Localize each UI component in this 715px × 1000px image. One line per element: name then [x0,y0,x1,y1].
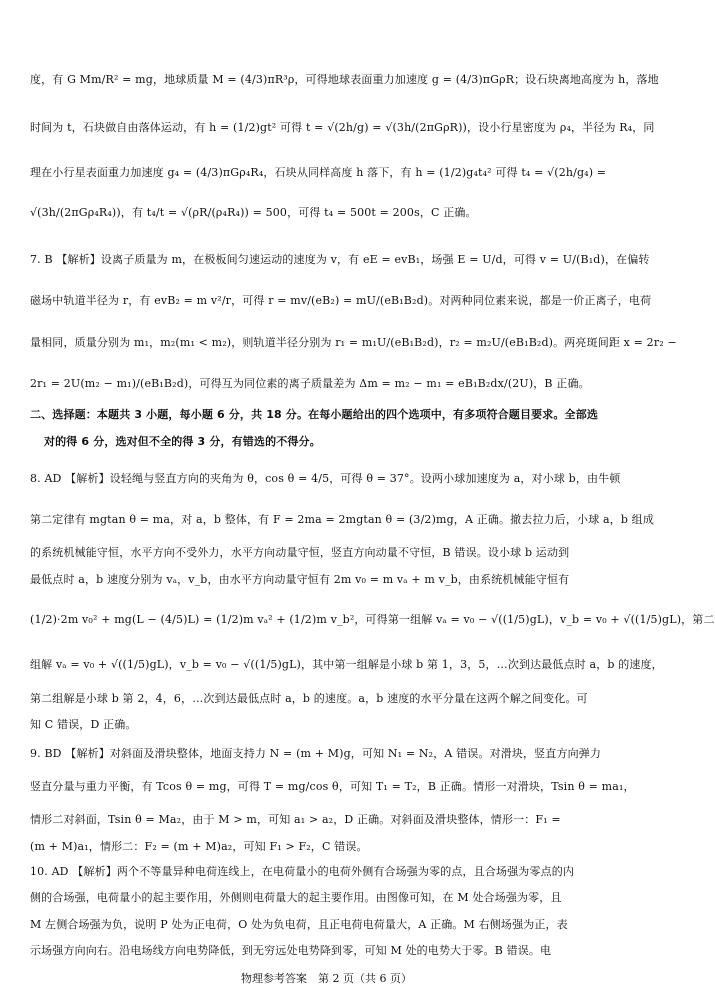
text-line: 8. AD 【解析】设轻绳与竖直方向的夹角为 θ，cos θ = 4/5，可得 θ = 37°。设两小球加速度为 a，对小球 b，由牛顿 [30,472,621,485]
section-heading: 二、选择题：本题共 3 小题，每小题 6 分，共 18 分。在每小题给出的四个选项中，有多项符合题目要求。全部选 [30,408,598,421]
section-heading: 对的得 6 分，选对但不全的得 3 分，有错选的不得分。 [44,435,321,448]
text-line: 10. AD 【解析】两个不等量异种电荷连线上，在电荷量小的电荷外侧有合场强为零的点，且合场强为零点的内 [30,865,575,878]
text-line: 2r₁ = 2U(m₂ − m₁)/(eB₁B₂d)，可得互为同位素的离子质量差为 Δm = m₂ − m₁ = eB₁B₂dx/(2U)，B 正确。 [30,377,590,390]
text-line: 7. B 【解析】设离子质量为 m，在极板间匀速运动的速度为 v，有 eE = evB₁，场强 E = U/d，可得 v = U/(B₁d)，在偏转 [30,253,650,266]
text-line: 度，有 G Mm/R² = mg，地球质量 M = (4/3)πR³ρ，可得地球表面重力加速度 g = (4/3)πGρR；设石块离地高度为 h，落地 [30,73,659,86]
text-line: M 左侧合场强为负，说明 P 处为正电荷，O 处为负电荷，且正电荷电荷量大，A 正确。M 右侧场强为正，表 [30,918,568,931]
text-line: 量相同，质量分别为 m₁，m₂(m₁ < m₂)，则轨道半径分别为 r₁ = m₁U/(eB₁B₂d)，r₂ = m₂U/(eB₁B₂d)。两亮斑间距 x = 2r₂ − [30,336,677,349]
text-line: 组解 vₐ = v₀ + √((1/5)gL)，v_b = v₀ − √((1/5)gL)，其中第一组解是小球 b 第 1，3，5，…次到达最低点时 a，b 的速度， [30,658,663,671]
page-footer: 物理参考答案 第 2 页（共 6 页） [241,972,412,985]
text-line: 理在小行星表面重力加速度 g₄ = (4/3)πGρ₄R₄，石块从同样高度 h 落下，有 h = (1/2)g₄t₄² 可得 t₄ = √(2h/g₄) = [30,166,607,179]
text-line: 的系统机械能守恒，水平方向不受外力，水平方向动量守恒，竖直方向动量不守恒，B 错误。设小球 b 运动到 [30,546,570,559]
text-line: (1/2)·2m v₀² + mg(L − (4/5)L) = (1/2)m vₐ² + (1/2)m v_b²，可得第一组解 vₐ = v₀ − √((1/5)gL)，v_b = v₀ + √((1/5)gL)，第二 [30,613,715,626]
text-line: 示场强方向向右。沿电场线方向电势降低，到无穷远处电势降到零，可知 M 处的电势大于零。B 错误。电 [30,944,552,957]
text-line: 9. BD 【解析】对斜面及滑块整体，地面支持力 N = (m + M)g，可知 N₁ = N₂，A 错误。对滑块，竖直方向弹力 [30,747,602,760]
text-line: (m + M)a₁，情形二：F₂ = (m + M)a₂，可知 F₁ > F₂，C 错误。 [30,840,368,853]
text-line: 磁场中轨道半径为 r，有 evB₂ = m v²/r，可得 r = mv/(eB₂) = mU/(eB₁B₂d)。对两种同位素来说，都是一价正离子，电荷 [30,294,652,307]
text-line: 最低点时 a，b 速度分别为 vₐ，v_b，由水平方向动量守恒有 2m v₀ = m vₐ + m v_b，由系统机械能守恒有 [30,573,570,586]
text-line: 知 C 错误，D 正确。 [30,718,137,731]
text-line: 第二定律有 mgtan θ = ma，对 a，b 整体，有 F = 2ma = 2mgtan θ = (3/2)mg，A 正确。撤去拉力后，小球 a，b 组成 [30,513,654,526]
text-line: √(3h/(2πGρ₄R₄))，有 t₄/t = √(ρR/(ρ₄R₄)) = 500，可得 t₄ = 500t = 200s，C 正确。 [30,206,477,219]
text-line: 第二组解是小球 b 第 2，4，6，…次到达最低点时 a，b 的速度。a，b 速度的水平分量在这两个解之间变化。可 [30,692,588,705]
text-line: 侧的合场强，电荷量小的起主要作用，外侧则电荷量大的起主要作用。由图像可知，在 M 处合场强为零，且 [30,891,562,904]
text-line: 竖直分量与重力平衡，有 Tcos θ = mg，可得 T = mg/cos θ，可知 T₁ = T₂，B 正确。情形一对滑块，Tsin θ = ma₁， [30,780,635,793]
text-line: 情形二对斜面，Tsin θ = Ma₂，由于 M > m，可知 a₁ > a₂，D 正确。对斜面及滑块整体，情形一：F₁ = [30,813,561,826]
text-line: 时间为 t，石块做自由落体运动，有 h = (1/2)gt² 可得 t = √(2h/g) = √(3h/(2πGρR))，设小行星密度为 ρ₄，半径为 R₄，同 [30,121,655,134]
